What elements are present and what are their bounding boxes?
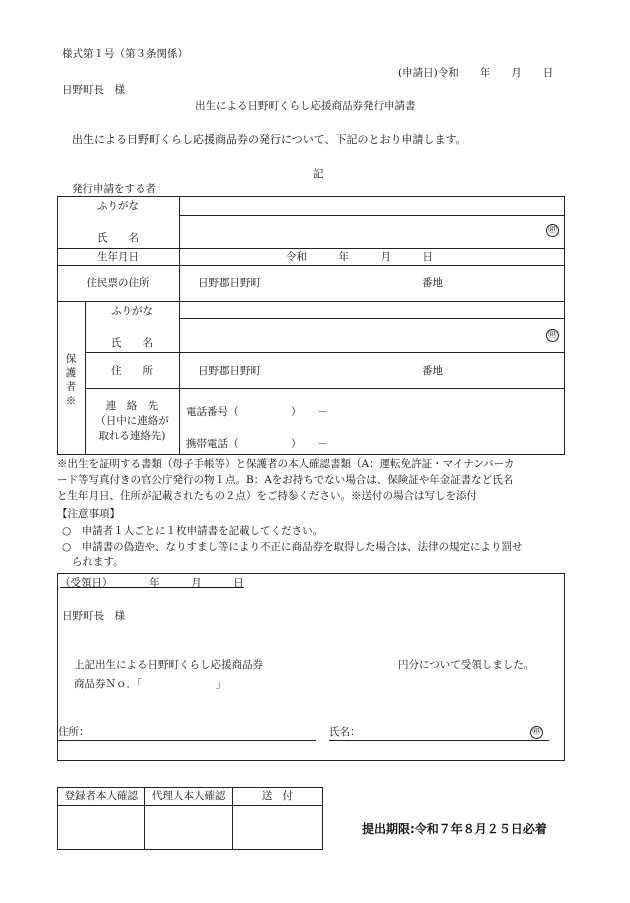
receipt-name-line[interactable] bbox=[329, 740, 549, 741]
caution-2b: られます。 bbox=[72, 556, 124, 568]
applicant-furigana-field[interactable] bbox=[180, 202, 564, 214]
note-line-1: ※出生を証明する書類（母子手帳等）と保護者の本人確認書類（A：運転免許証・マイナンバーカ bbox=[57, 458, 515, 470]
receipt-address-label: 住所： bbox=[58, 726, 90, 738]
phone-field[interactable]: 電話番号（ ） － bbox=[186, 406, 328, 418]
guardian-name-label: 氏 名 bbox=[111, 337, 153, 349]
office-cell-3[interactable] bbox=[232, 806, 322, 850]
addressee: 日野町長 様 bbox=[62, 84, 125, 96]
office-col-2: 代理人本人確認 bbox=[145, 788, 232, 806]
intro-text: 出生による日野町くらし応援商品券の発行について、下記のとおり申請します。 bbox=[72, 133, 467, 146]
guardian-address-town: 日野郡日野町 bbox=[198, 365, 261, 377]
guardian-address-suffix: 番地 bbox=[422, 365, 443, 377]
guardian-seal-icon: ㊞ bbox=[547, 330, 557, 340]
office-cell-2[interactable] bbox=[145, 806, 232, 850]
contact-label-1: 連 絡 先 bbox=[105, 400, 159, 412]
birth-date-label: 生年月日 bbox=[97, 251, 139, 263]
form-number: 様式第１号（第３条関係） bbox=[62, 48, 188, 60]
receipt-date[interactable]: （受領日） 年 月 日 bbox=[60, 577, 244, 589]
guardian-side-label: 保護者※ bbox=[65, 353, 77, 407]
applicant-name-field[interactable] bbox=[180, 217, 564, 247]
applicant-seal-icon: ㊞ bbox=[547, 225, 557, 235]
guardian-name-field[interactable] bbox=[180, 320, 564, 351]
applicant-furigana-label: ふりがな bbox=[97, 200, 139, 212]
request-date: (申請日)令和 年 月 日 bbox=[398, 67, 554, 79]
caution-title: 【注意事項】 bbox=[57, 508, 120, 520]
submission-deadline: 提出期限:令和７年８月２５日必着 bbox=[362, 822, 547, 836]
note-line-3: と生年月日、住所が記載されたもの２点）をご持参ください。※送付の場合は写しを添付 bbox=[57, 490, 477, 502]
applicant-name-label: 氏 名 bbox=[97, 232, 139, 244]
receipt-address-line[interactable] bbox=[58, 740, 316, 741]
receipt-name-label: 氏名： bbox=[329, 726, 361, 738]
contact-label-2: （日中に連絡が bbox=[95, 415, 169, 427]
voucher-number[interactable]: 商品券Ｎｏ．「 」 bbox=[74, 678, 227, 690]
guardian-furigana-field[interactable] bbox=[180, 304, 564, 317]
office-col-1: 登録者本人確認 bbox=[58, 788, 145, 806]
resident-address-label: 住民票の住所 bbox=[86, 277, 150, 289]
guardian-address-label: 住 所 bbox=[111, 365, 153, 377]
receipt-line-left: 上記出生による日野町くらし応援商品券 bbox=[74, 659, 263, 671]
section-label: 発行申請をする者 bbox=[72, 183, 156, 195]
note-line-2: ード等写真付きの官公庁発行の物１点。B：Aをお持ちでない場合は、保険証や年金証書など氏名 bbox=[57, 474, 514, 486]
receipt-line-right: 円分について受領しました。 bbox=[398, 659, 535, 671]
office-col-3: 送 付 bbox=[232, 788, 322, 806]
resident-address-suffix: 番地 bbox=[422, 277, 443, 289]
resident-address-town: 日野郡日野町 bbox=[198, 277, 261, 289]
receipt-seal-icon: ㊞ bbox=[531, 727, 541, 737]
caution-2a: ○ 申請書の偽造や、なりすまし等により不正に商品券を取得した場合は、法律の規定により罰せ bbox=[62, 541, 523, 553]
mobile-field[interactable]: 携帯電話（ ） － bbox=[186, 438, 328, 450]
caution-1: ○ 申請者１人ごとに１枚申請書を記載してください。 bbox=[62, 525, 324, 537]
contact-label-3: 取れる連絡先) bbox=[98, 430, 166, 442]
receipt-addressee: 日野町長 様 bbox=[62, 610, 125, 622]
guardian-furigana-label: ふりがな bbox=[111, 305, 153, 317]
page-title: 出生による日野町くらし応援商品券発行申請書 bbox=[195, 100, 416, 112]
office-use-table bbox=[57, 787, 323, 850]
birth-date-value[interactable]: 令和 年 月 日 bbox=[286, 251, 433, 263]
office-cell-1[interactable] bbox=[58, 806, 145, 850]
ki-heading: 記 bbox=[313, 168, 324, 180]
